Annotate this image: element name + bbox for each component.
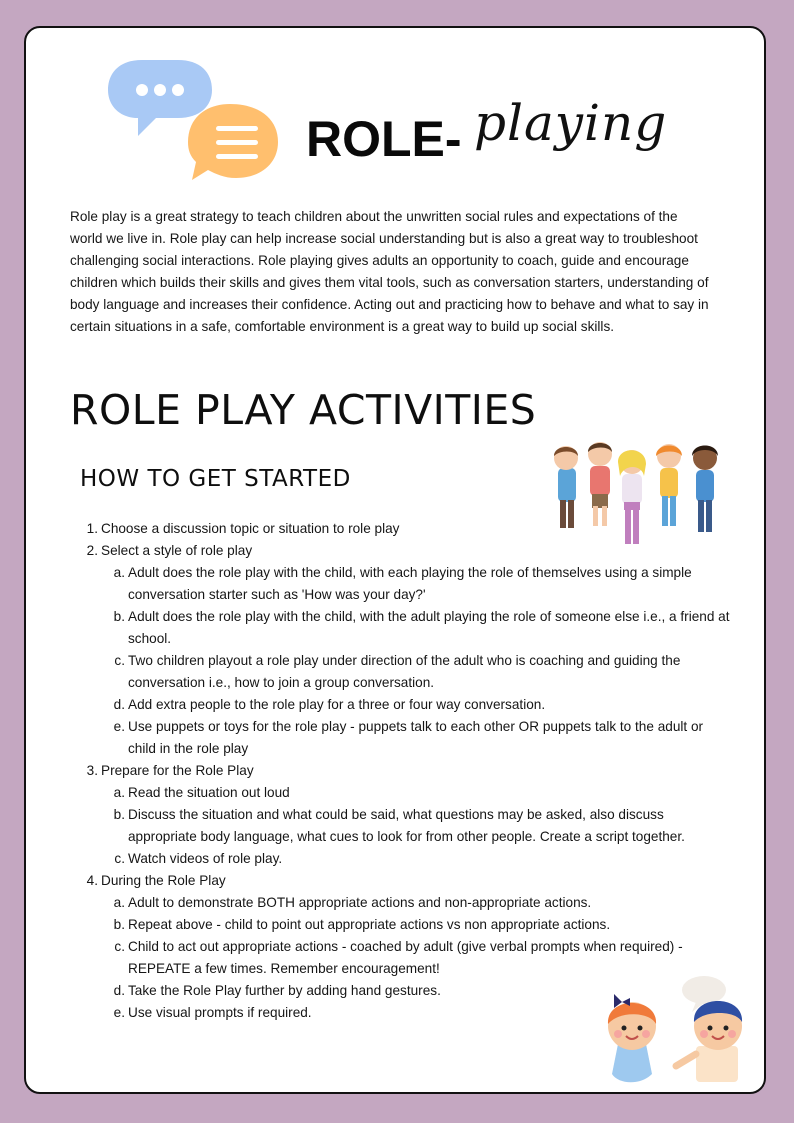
section-heading: ROLE PLAY ACTIVITIES [70,386,537,434]
sub-list-letter: a. [113,895,125,910]
sub-list-item-text: Read the situation out loud [128,785,290,800]
list-item-text: Prepare for the Role Play [101,763,254,778]
list-item-text: During the Role Play [101,873,226,888]
sub-list-letter: b. [113,807,125,822]
sub-list-item-text: Child to act out appropriate actions - coached by adult (give verbal prompts when required) - REPEATE a few times. Remember encouragement! [128,939,683,976]
sub-list-item-text: Adult does the role play with the child, with each playing the role of themselves using a simple conversation starter such as 'How was your day?' [128,565,692,602]
sub-list-letter: c. [114,653,125,668]
sub-list-item [70,562,730,606]
sub-list-item-text: Use puppets or toys for the role play - puppets talk to each other OR puppets talk to the adult or child in the role play [128,719,704,756]
sub-list-letter: c. [114,939,125,954]
list-number: 3. [86,763,98,778]
list-number: 2. [86,543,98,558]
sub-list-item-text: Adult to demonstrate BOTH appropriate actions and non-appropriate actions. [128,895,592,910]
sub-list-item [70,606,730,650]
sub-list-item [70,694,730,716]
list-item [70,540,730,562]
title-script: playing [474,94,668,152]
list-item [70,518,730,540]
sub-list-item-text: Add extra people to the role play for a three or four way conversation. [128,697,546,712]
list-number: 1. [86,521,98,536]
title-main: ROLE- [306,111,462,167]
steps-list [70,518,730,1024]
sub-list-item [70,716,730,760]
list-item-text: Select a style of role play [101,543,253,558]
sub-list-item [70,914,730,936]
document-card [24,26,766,1094]
chat-bubbles-icon [108,56,284,180]
sub-list-item [70,782,730,804]
list-item [70,870,730,892]
intro-paragraph: Role play is a great strategy to teach children about the unwritten social rules and expectations of the world we live in. Role play can help increase social understanding but is also a great way to troubleshoot challenging social interactions. Role playing gives adults an opportunity to coach, guide and encourage children which builds their skills and gives them vital tools, such as conversation starters, understanding of body language and increases their confidence. Acting out and practicing how to behave and what to say in certain situations in a safe, comfortable environment is a great way to build up social skills. [70,209,709,334]
sub-list-letter: e. [113,719,125,734]
sub-list-item [70,892,730,914]
children-talking-illustration [600,974,760,1092]
sub-list-letter: b. [113,917,125,932]
sub-list-item-text: Use visual prompts if required. [128,1005,312,1020]
sub-list-item-text: Repeat above - child to point out appropriate actions vs non appropriate actions. [128,917,611,932]
sub-list-item-text: Watch videos of role play. [128,851,283,866]
sub-list-letter: b. [113,609,125,624]
sub-list-letter: e. [113,1005,125,1020]
sub-list-item-text: Two children playout a role play under direction of the adult who is coaching and guiding the conversation i.e., how to join a group conversation. [128,653,681,690]
section-subheading: HOW TO GET STARTED [80,466,351,492]
sub-list-letter: c. [114,851,125,866]
sub-list-item-text: Take the Role Play further by adding hand gestures. [128,983,441,998]
sub-list-item [70,650,730,694]
sub-list-item [70,804,730,848]
list-number: 4. [86,873,98,888]
sub-list-item [70,848,730,870]
sub-list-letter: d. [113,983,125,998]
list-item [70,760,730,782]
sub-list-item-text: Adult does the role play with the child, with the adult playing the role of someone else i.e., a friend at school. [128,609,730,646]
sub-list-letter: a. [113,785,125,800]
sub-list-letter: d. [113,697,125,712]
sub-list-item-text: Discuss the situation and what could be said, what questions may be asked, also discuss appropriate body language, what cues to look for from other people. Create a script together. [128,807,685,844]
list-item-text: Choose a discussion topic or situation to role play [101,521,400,536]
sub-list-letter: a. [113,565,125,580]
